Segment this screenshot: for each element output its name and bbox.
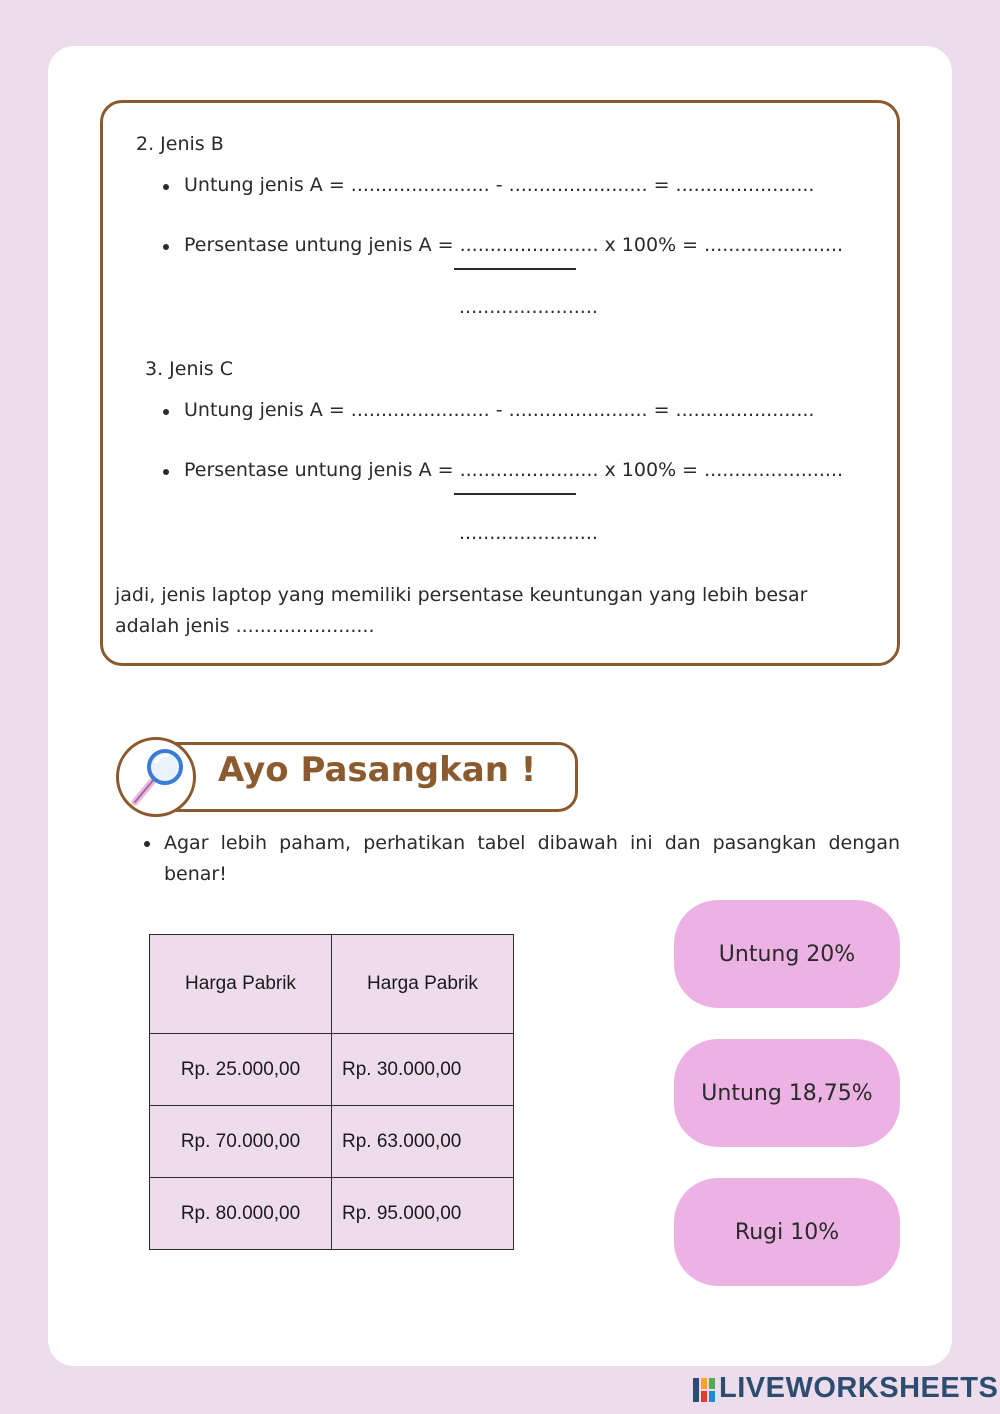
bullet-icon [163, 184, 169, 190]
bullet-icon [144, 841, 150, 847]
bullet-icon [163, 409, 169, 415]
table-header-cell: Harga Pabrik [332, 935, 514, 1034]
section-c-denominator: ....................... [459, 522, 598, 544]
bullet-icon [163, 469, 169, 475]
section-b-percentage-line: Persentase untung jenis A = ....................... x 100% = ....................... [184, 234, 844, 256]
table-cell: Rp. 63.000,00 [332, 1106, 514, 1178]
activity-title: Ayo Pasangkan ! [218, 750, 537, 790]
fraction-line [454, 493, 576, 495]
answer-option-rugi-10[interactable]: Rugi 10% [674, 1178, 900, 1286]
section-b-heading: 2. Jenis B [136, 133, 224, 155]
bullet-icon [163, 244, 169, 250]
fraction-line [454, 268, 576, 270]
activity-instruction: Agar lebih paham, perhatikan tabel dibawah ini dan pasangkan dengan benar! [164, 832, 900, 885]
liveworksheets-logo-icon [693, 1378, 715, 1402]
table-row [150, 1106, 514, 1178]
section-c-heading: 3. Jenis C [145, 358, 233, 380]
table-cell: Rp. 70.000,00 [150, 1106, 332, 1178]
conclusion-text: jadi, jenis laptop yang memiliki persentase keuntungan yang lebih besar adalah jenis ....................... [115, 584, 808, 637]
table-cell: Rp. 80.000,00 [150, 1178, 332, 1250]
table-cell: Rp. 95.000,00 [332, 1178, 514, 1250]
answer-option-untung-20[interactable]: Untung 20% [674, 900, 900, 1008]
table-cell: Rp. 30.000,00 [332, 1034, 514, 1106]
price-table [149, 934, 514, 1250]
section-b-denominator: ....................... [459, 296, 598, 318]
answer-option-untung-18-75[interactable]: Untung 18,75% [674, 1039, 900, 1147]
magnifier-icon [119, 740, 193, 814]
liveworksheets-brand[interactable]: LIVEWORKSHEETS [719, 1372, 999, 1404]
section-c-profit-line: Untung jenis A = ....................... - ....................... = ....................... [184, 399, 815, 421]
table-header-cell: Harga Pabrik [150, 935, 332, 1034]
table-cell: Rp. 25.000,00 [150, 1034, 332, 1106]
table-row [150, 1034, 514, 1106]
section-c-percentage-line: Persentase untung jenis A = ....................... x 100% = ....................... [184, 459, 844, 481]
table-header-row [150, 935, 514, 1034]
activity-icon-badge [116, 737, 196, 817]
table-row [150, 1178, 514, 1250]
section-b-profit-line: Untung jenis A = ....................... - ....................... = ....................... [184, 174, 815, 196]
